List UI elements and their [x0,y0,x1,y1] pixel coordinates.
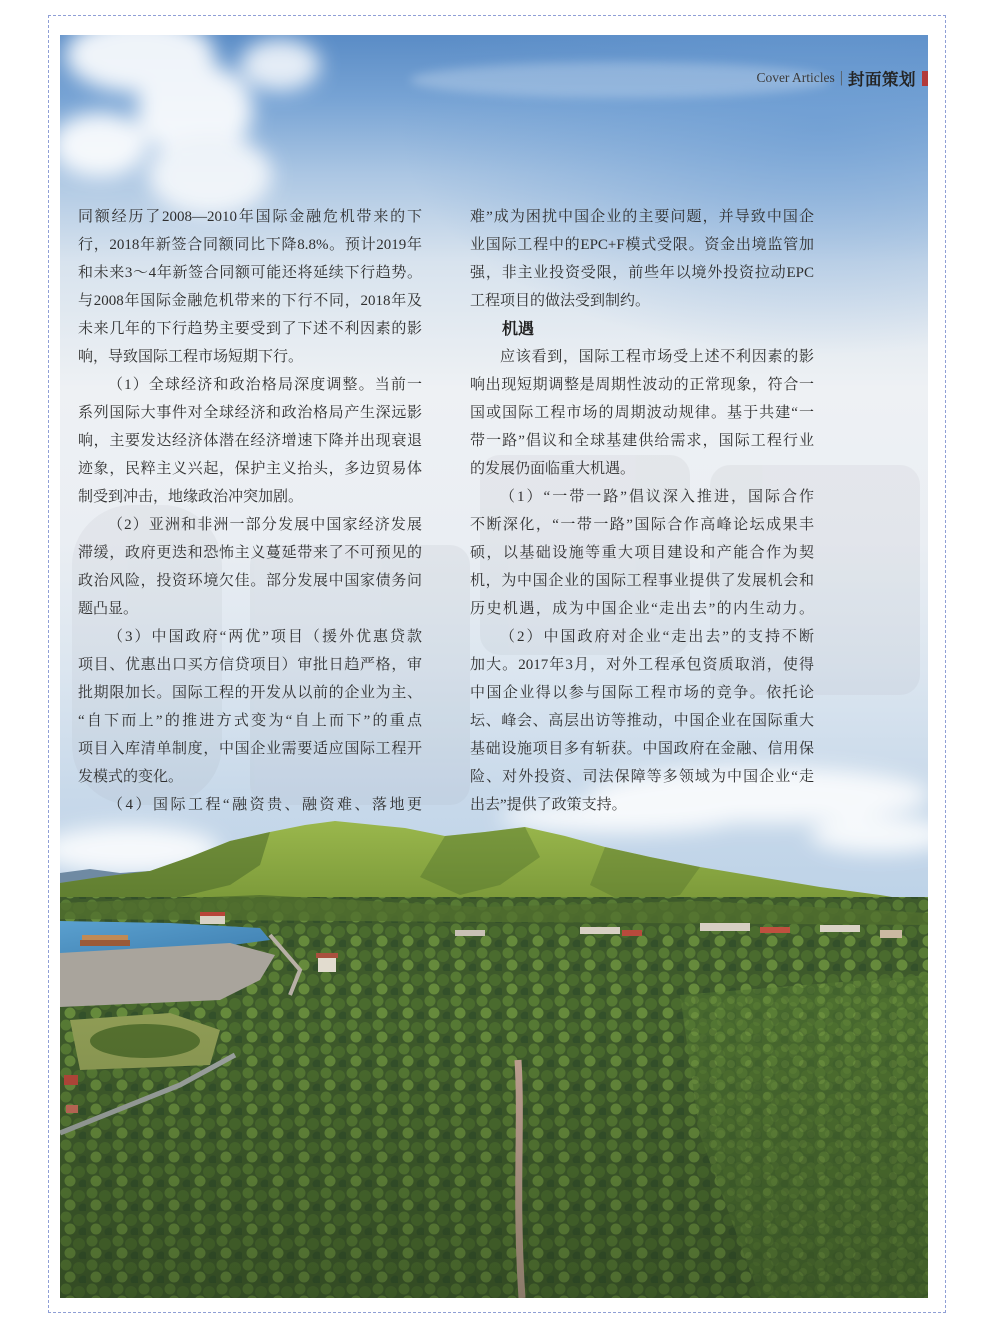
accent-block [922,71,928,86]
body-line: （2）亚洲和非洲一部分发展中国家经济发展 [108,517,422,533]
body-line: 中国企业得以参与国际工程市场的竞争。依托论 [470,685,814,701]
body-line: 迹象，民粹主义兴起，保护主义抬头，多边贸易体 [78,461,422,477]
body-line: 硕，以基础设施等重大项目建设和产能合作为契 [470,545,814,561]
body-line: 同额经历了2008—2010年国际金融危机带来的下 [78,209,422,225]
body-line: 响出现短期调整是周期性波动的正常现象，符合一 [470,377,814,393]
body-line: 制受到冲击，地缘政治冲突加剧。 [78,489,304,505]
body-line: （1）“一带一路”倡议深入推进，国际合作 [500,489,814,505]
right-text-column [470,203,814,819]
section-header [700,66,928,90]
body-line: 题凸显。 [78,601,139,617]
section-label-english: Cover Articles [756,70,835,85]
body-line: 响，导致国际工程市场短期下行。 [78,349,304,365]
body-line: 难”成为困扰中国企业的主要问题，并导致中国企 [470,209,814,225]
body-line: 机，为中国企业的国际工程事业提供了发展机会和 [470,573,814,589]
body-line: 坛、峰会、高层出访等推动，中国企业在国际重大 [470,713,814,729]
left-text-column [78,203,422,819]
body-line: 不断深化，“一带一路”国际合作高峰论坛成果丰 [470,517,814,533]
body-line: 历史机遇，成为中国企业“走出去”的内生动力。 [470,601,814,617]
body-line: （4）国际工程“融资贵、融资难、落地更 [108,797,422,813]
body-line: 出去”提供了政策支持。 [470,797,627,813]
body-line: 强，非主业投资受限，前些年以境外投资拉动EPC [470,265,814,281]
body-line: 政治风险，投资环境欠佳。部分发展中国家债务问 [78,573,422,589]
body-line: 险、对外投资、司法保障等多领域为中国企业“走 [470,769,814,785]
body-line: 发模式的变化。 [78,769,184,785]
body-line: 行，2018年新签合同额同比下降8.8%。预计2019年 [78,237,422,253]
body-line: 国或国际工程市场的周期波动规律。基于共建“一 [470,405,814,421]
body-line: （2）中国政府对企业“走出去”的支持不断 [500,629,814,645]
body-line: 项目入库清单制度，中国企业需要适应国际工程开 [78,741,422,757]
header-divider: | [839,69,843,86]
body-line: 项目、优惠出口买方信贷项目）审批日趋严格，审 [78,657,422,673]
body-line: 响，主要发达经济体潜在经济增速下降并出现衰退 [78,433,422,449]
body-line: （3）中国政府“两优”项目（援外优惠贷款 [108,629,422,645]
body-line: 的发展仍面临重大机遇。 [470,461,636,477]
section-label-chinese: 封面策划 [848,70,916,89]
body-line: 加大。2017年3月，对外工程承包资质取消，使得 [470,657,814,673]
body-line: 批期限加长。国际工程的开发从以前的企业为主、 [78,685,422,701]
body-line: 系列国际大事件对全球经济和政治格局产生深远影 [78,405,422,421]
body-line: 工程项目的做法受到制约。 [470,293,651,309]
body-line: 滞缓，政府更迭和恐怖主义蔓延带来了不可预见的 [78,545,422,561]
body-line: 应该看到，国际工程市场受上述不利因素的影 [500,349,814,365]
section-heading: 机遇 [502,321,535,338]
body-line: “自下而上”的推进方式变为“自上而下”的重点 [78,713,422,729]
body-line: 未来几年的下行趋势主要受到了下述不利因素的影 [78,321,422,337]
body-line: （1）全球经济和政治格局深度调整。当前一 [108,377,422,393]
body-line: 与2008年国际金融危机带来的下行不同，2018年及 [78,293,422,309]
body-line: 业国际工程中的EPC+F模式受限。资金出境监管加 [470,237,814,253]
body-line: 带一路”倡议和全球基建供给需求，国际工程行业 [470,433,814,449]
body-line: 和未来3～4年新签合同额可能还将延续下行趋势。 [78,265,422,281]
body-line: 基础设施项目多有斩获。中国政府在金融、信用保 [470,741,814,757]
